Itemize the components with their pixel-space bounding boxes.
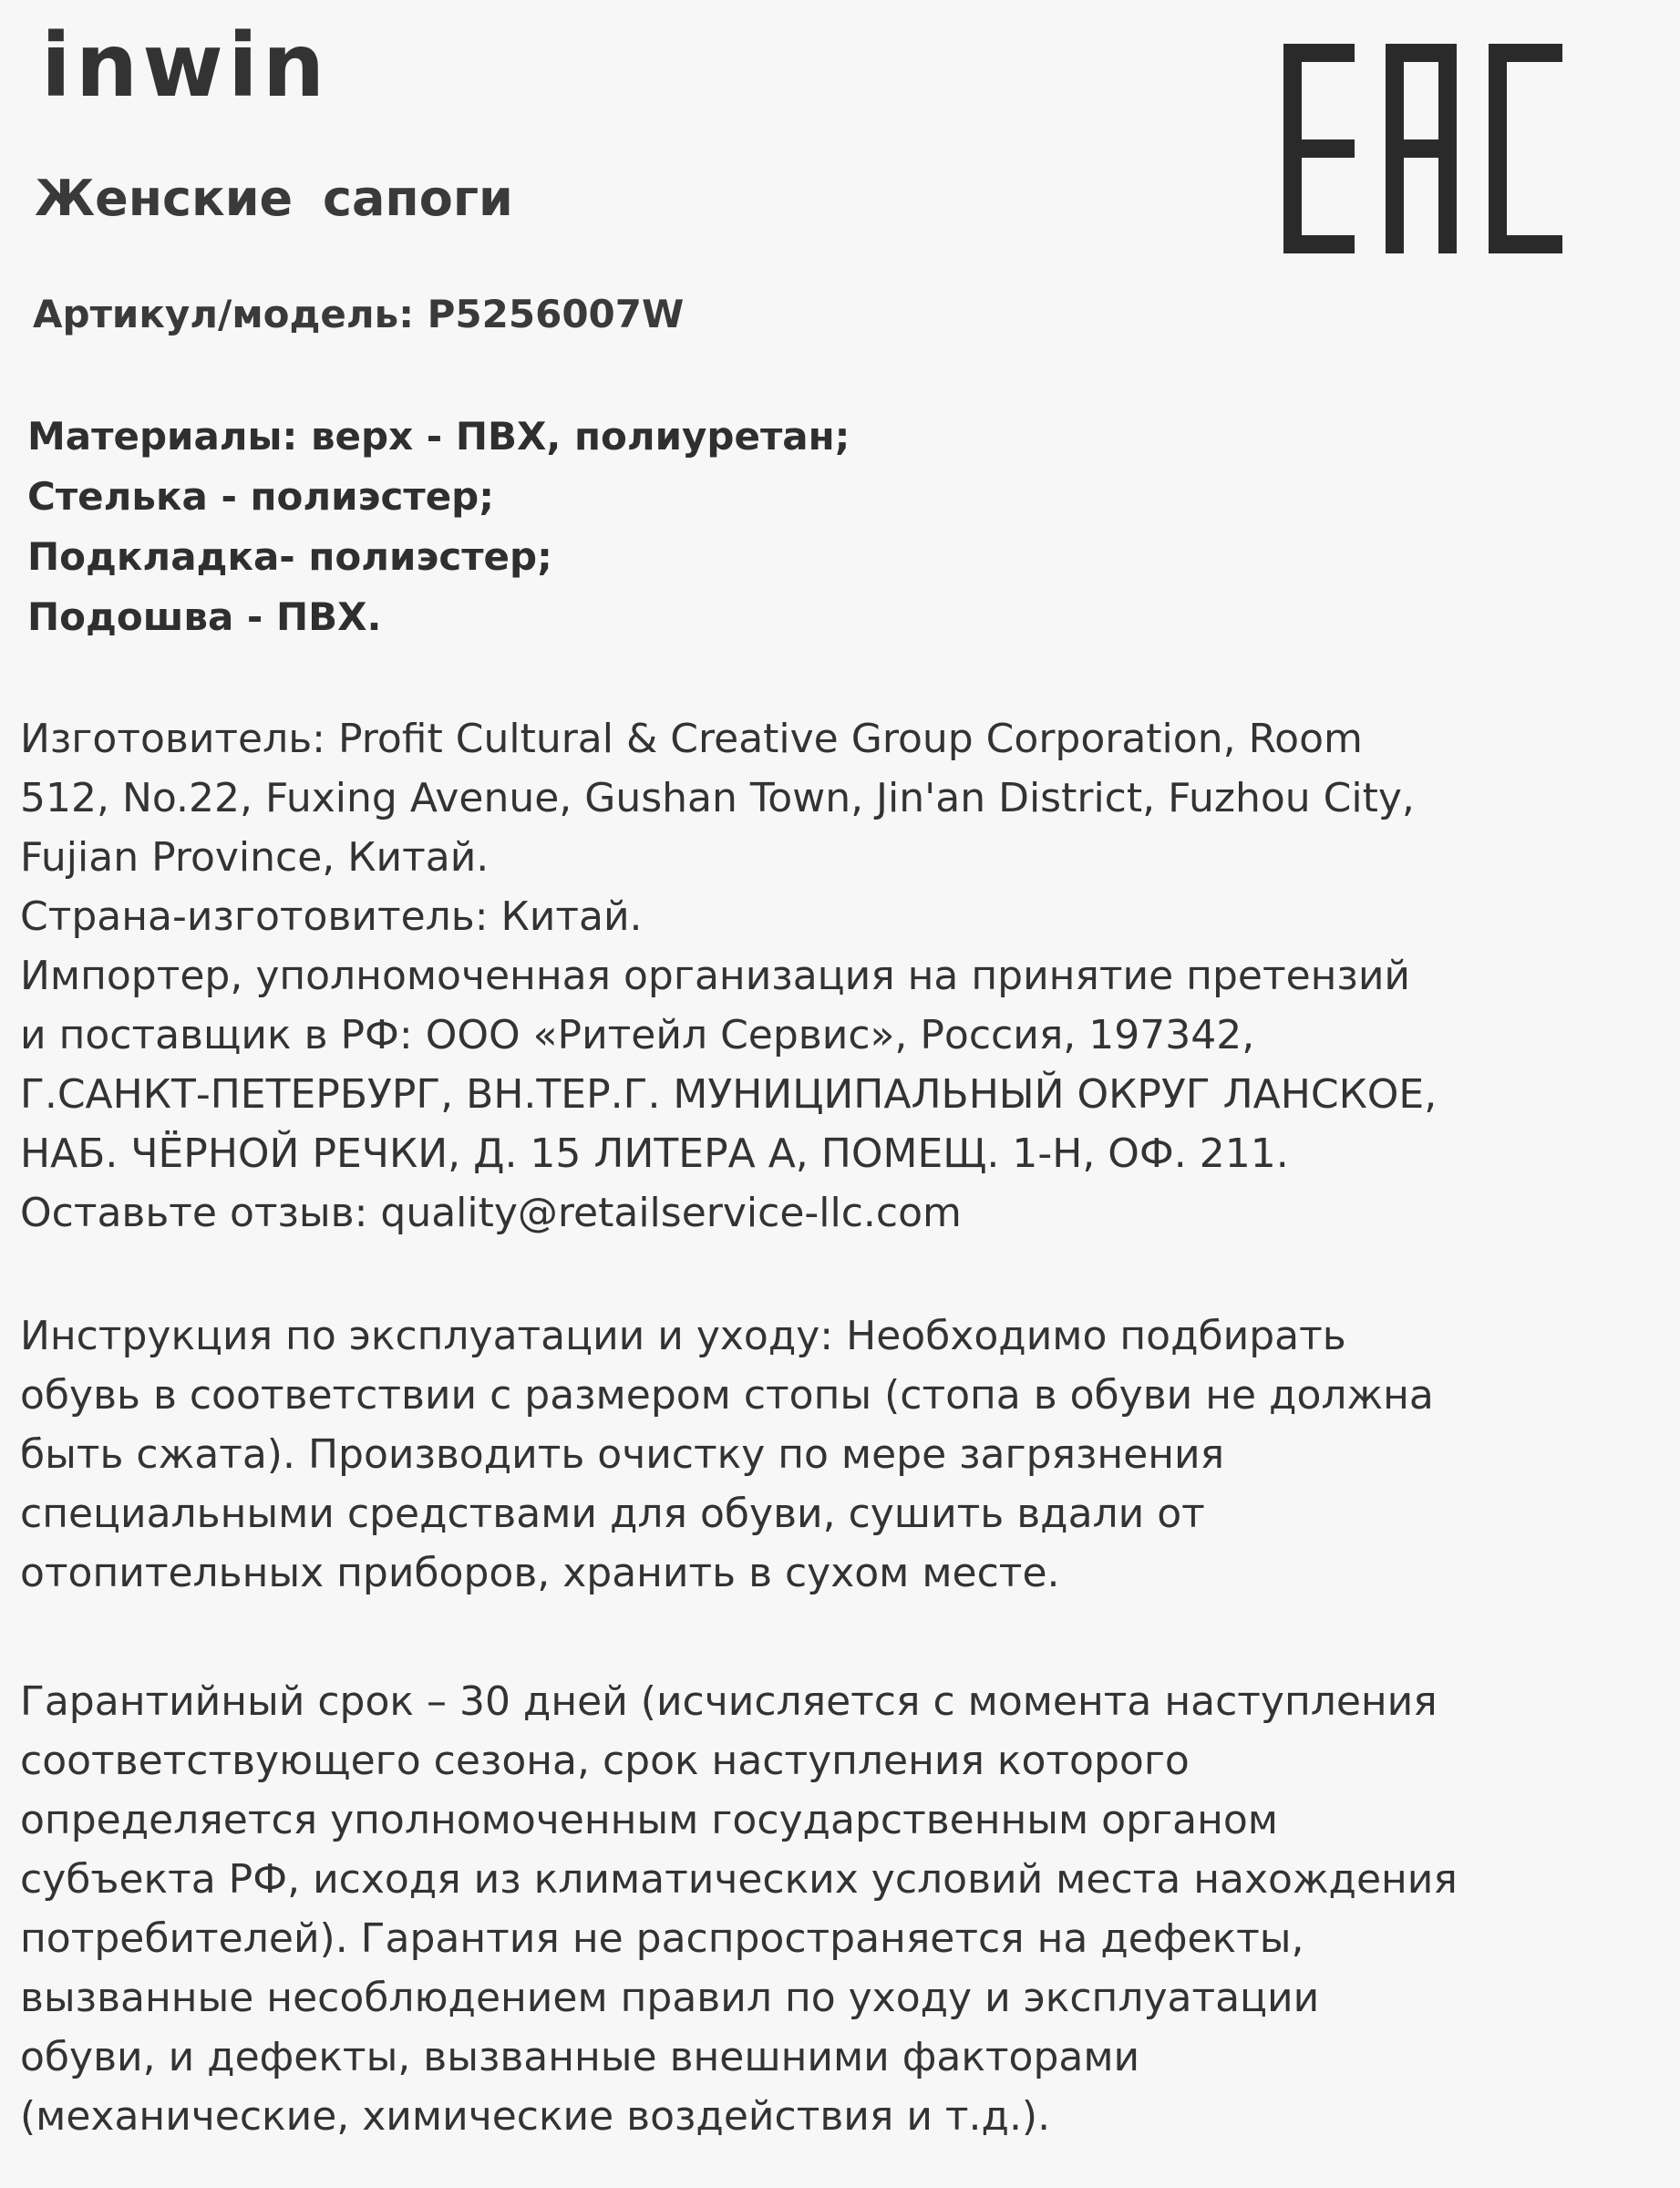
warranty-line: потребителей). Гарантия не распространяется на дефекты,	[20, 1915, 1304, 1962]
importer-line: Импортер, уполномоченная организация на принятие претензий	[20, 953, 1411, 999]
care-line: обувь в соответствии с размером стопы (стопа в обуви не должна	[20, 1372, 1434, 1419]
manufacturer-line: 512, No.22, Fuxing Avenue, Gushan Town, Jin'an District, Fuzhou City,	[20, 775, 1415, 821]
materials-line: Стелька - полиэстер;	[27, 474, 495, 519]
warranty-line: Гарантийный срок – 30 дней (исчисляется с момента наступления	[20, 1678, 1438, 1725]
care-line: специальными средствами для обуви, сушить вдали от	[20, 1491, 1205, 1537]
feedback-email-line: Оставьте отзыв: quality@retailservice-llc.com	[20, 1190, 962, 1236]
importer-line: и поставщик в РФ: ООО «Ритейл Сервис», Россия, 197342,	[20, 1012, 1255, 1058]
materials-line: Подошва - ПВХ.	[27, 594, 382, 639]
country-of-origin-line: Страна-изготовитель: Китай.	[20, 893, 643, 940]
manufacturer-line: Изготовитель: Profit Cultural & Creative Group Corporation, Room	[20, 716, 1363, 762]
warranty-line: субъекта РФ, исходя из климатических условий места нахождения	[20, 1856, 1458, 1903]
materials-list	[27, 407, 850, 647]
care-line: Инструкция по эксплуатации и уходу: Необходимо подбирать	[20, 1313, 1346, 1359]
warranty-line: обуви, и дефекты, вызванные внешними факторами	[20, 2034, 1140, 2080]
product-name: Женские сапоги	[35, 170, 513, 227]
manufacturer-line: Fujian Province, Китай.	[20, 834, 490, 881]
manufacturer-info	[20, 709, 1437, 1243]
care-instructions	[20, 1306, 1434, 1603]
eac-certification-mark	[1283, 44, 1562, 253]
article-model: Артикул/модель: P5256007W	[33, 292, 685, 336]
importer-address-line: НАБ. ЧЁРНОЙ РЕЧКИ, Д. 15 ЛИТЕРА А, ПОМЕЩ. 1-Н, ОФ. 211.	[20, 1130, 1289, 1177]
materials-line: Подкладка- полиэстер;	[27, 534, 552, 579]
care-line: отопительных приборов, хранить в сухом месте.	[20, 1550, 1060, 1596]
warranty-info	[20, 1672, 1458, 2146]
warranty-line: соответствующего сезона, срок наступления которого	[20, 1738, 1190, 1784]
care-line: быть сжата). Производить очистку по мере загрязнения	[20, 1431, 1225, 1478]
importer-address-line: Г.САНКТ-ПЕТЕРБУРГ, ВН.ТЕР.Г. МУНИЦИПАЛЬНЫЙ ОКРУГ ЛАНСКОЕ,	[20, 1071, 1438, 1118]
warranty-line: (механические, химические воздействия и т.д.).	[20, 2093, 1051, 2140]
materials-line: Материалы: верх - ПВХ, полиуретан;	[27, 414, 850, 459]
brand-logo: inwin	[41, 15, 330, 117]
warranty-line: определяется уполномоченным государственным органом	[20, 1797, 1278, 1843]
warranty-line: вызванные несоблюдением правил по уходу и эксплуатации	[20, 1975, 1320, 2021]
